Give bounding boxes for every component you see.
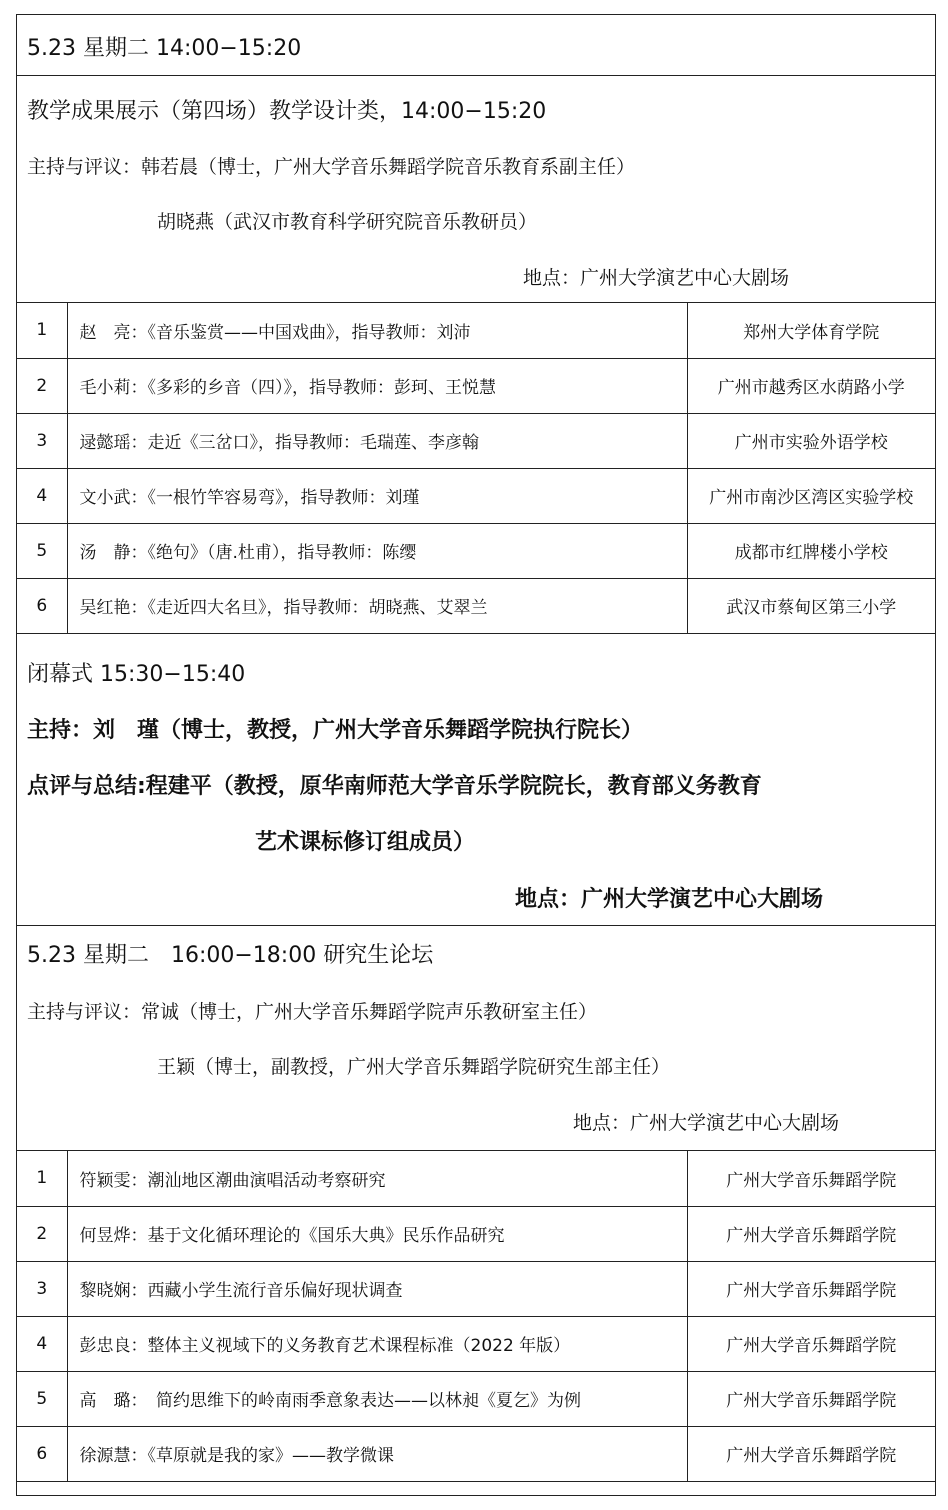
- row-item: 高 璐： 简约思维下的岭南雨季意象表达——以林昶《夏乞》为例: [67, 1371, 687, 1426]
- row-number: 2: [17, 358, 67, 413]
- table-row: [17, 578, 935, 633]
- row-organization: 广州大学音乐舞蹈学院: [687, 1316, 935, 1371]
- row-item: 何昱烨：基于文化循环理论的《国乐大典》民乐作品研究: [67, 1206, 687, 1261]
- table-row: [17, 1206, 935, 1261]
- table-row: [17, 1426, 935, 1481]
- row-item: 彭忠良：整体主义视域下的义务教育艺术课程标准（2022 年版）: [67, 1316, 687, 1371]
- section1-info-block: [17, 76, 935, 303]
- table-row: [17, 303, 935, 358]
- schedule-sheet: [16, 14, 936, 1496]
- row-organization: 广州大学音乐舞蹈学院: [687, 1371, 935, 1426]
- row-organization: 广州市南沙区湾区实验学校: [687, 468, 935, 523]
- row-organization: 广州大学音乐舞蹈学院: [687, 1261, 935, 1316]
- closing-location: 地点：广州大学演艺中心大剧场: [515, 887, 824, 912]
- section2-info-block: [17, 926, 935, 1151]
- section2-table: [17, 1151, 935, 1482]
- row-item: 毛小莉：《多彩的乡音（四）》，指导教师：彭珂、王悦慧: [67, 358, 687, 413]
- row-organization: 郑州大学体育学院: [687, 303, 935, 358]
- table-row: [17, 1371, 935, 1426]
- section1-table: [17, 303, 935, 634]
- table-row: [17, 358, 935, 413]
- table-row: [17, 468, 935, 523]
- section1-location: 地点：广州大学演艺中心大剧场: [523, 267, 790, 289]
- closing-title: 闭幕式 15:30−15:40: [27, 662, 246, 687]
- row-item: 符颖雯：潮汕地区潮曲演唱活动考察研究: [67, 1151, 687, 1206]
- row-organization: 武汉市蔡甸区第三小学: [687, 578, 935, 633]
- section2-host-2: 王颖（博士，副教授，广州大学音乐舞蹈学院研究生部主任）: [157, 1056, 671, 1078]
- table-row: [17, 1261, 935, 1316]
- row-number: 5: [17, 1371, 67, 1426]
- row-item: 文小武：《一根竹竿容易弯》，指导教师：刘瑾: [67, 468, 687, 523]
- row-number: 4: [17, 1316, 67, 1371]
- row-item: 徐源慧：《草原就是我的家》——教学微课: [67, 1426, 687, 1481]
- row-item: 赵 亮：《音乐鉴赏——中国戏曲》，指导教师：刘沛: [67, 303, 687, 358]
- row-number: 2: [17, 1206, 67, 1261]
- row-number: 3: [17, 1261, 67, 1316]
- section1-header-block: [17, 15, 935, 76]
- row-item: 黎晓娴：西藏小学生流行音乐偏好现状调查: [67, 1261, 687, 1316]
- row-number: 1: [17, 303, 67, 358]
- section1-host-2: 胡晓燕（武汉市教育科学研究院音乐教研员）: [157, 211, 538, 233]
- table-row: [17, 1316, 935, 1371]
- row-organization: 广州市实验外语学校: [687, 413, 935, 468]
- row-item: 汤 静：《绝句》（唐.杜甫），指导教师：陈缨: [67, 523, 687, 578]
- table-row: [17, 1151, 935, 1206]
- row-organization: 广州大学音乐舞蹈学院: [687, 1426, 935, 1481]
- closing-review: 点评与总结:程建平（教授，原华南师范大学音乐学院院长，教育部义务教育: [27, 774, 762, 799]
- row-organization: 广州大学音乐舞蹈学院: [687, 1206, 935, 1261]
- table-row: [17, 413, 935, 468]
- row-organization: 广州市越秀区水荫路小学: [687, 358, 935, 413]
- row-number: 1: [17, 1151, 67, 1206]
- section2-host: 主持与评议：常诚（博士，广州大学音乐舞蹈学院声乐教研室主任）: [27, 1001, 598, 1023]
- row-number: 6: [17, 1426, 67, 1481]
- section2-location: 地点：广州大学演艺中心大剧场: [573, 1112, 840, 1134]
- section1-host: 主持与评议：韩若晨（博士，广州大学音乐舞蹈学院音乐教育系副主任）: [27, 156, 636, 178]
- section1-header: 5.23 星期二 14:00−15:20: [27, 36, 302, 61]
- closing-review-2: 艺术课标修订组成员）: [255, 830, 476, 855]
- table-row: [17, 523, 935, 578]
- closing-host: 主持：刘 瑾（博士，教授，广州大学音乐舞蹈学院执行院长）: [27, 718, 644, 743]
- row-number: 5: [17, 523, 67, 578]
- row-item: 吴红艳：《走近四大名旦》，指导教师：胡晓燕、艾翠兰: [67, 578, 687, 633]
- closing-block: [17, 645, 935, 926]
- row-number: 4: [17, 468, 67, 523]
- row-organization: 成都市红牌楼小学校: [687, 523, 935, 578]
- row-organization: 广州大学音乐舞蹈学院: [687, 1151, 935, 1206]
- row-number: 6: [17, 578, 67, 633]
- section1-title: 教学成果展示（第四场）教学设计类，14:00−15:20: [27, 99, 547, 124]
- row-item: 逯懿瑶：走近《三岔口》，指导教师：毛瑞莲、李彦翰: [67, 413, 687, 468]
- row-number: 3: [17, 413, 67, 468]
- section2-header: 5.23 星期二 16:00−18:00 研究生论坛: [27, 943, 434, 968]
